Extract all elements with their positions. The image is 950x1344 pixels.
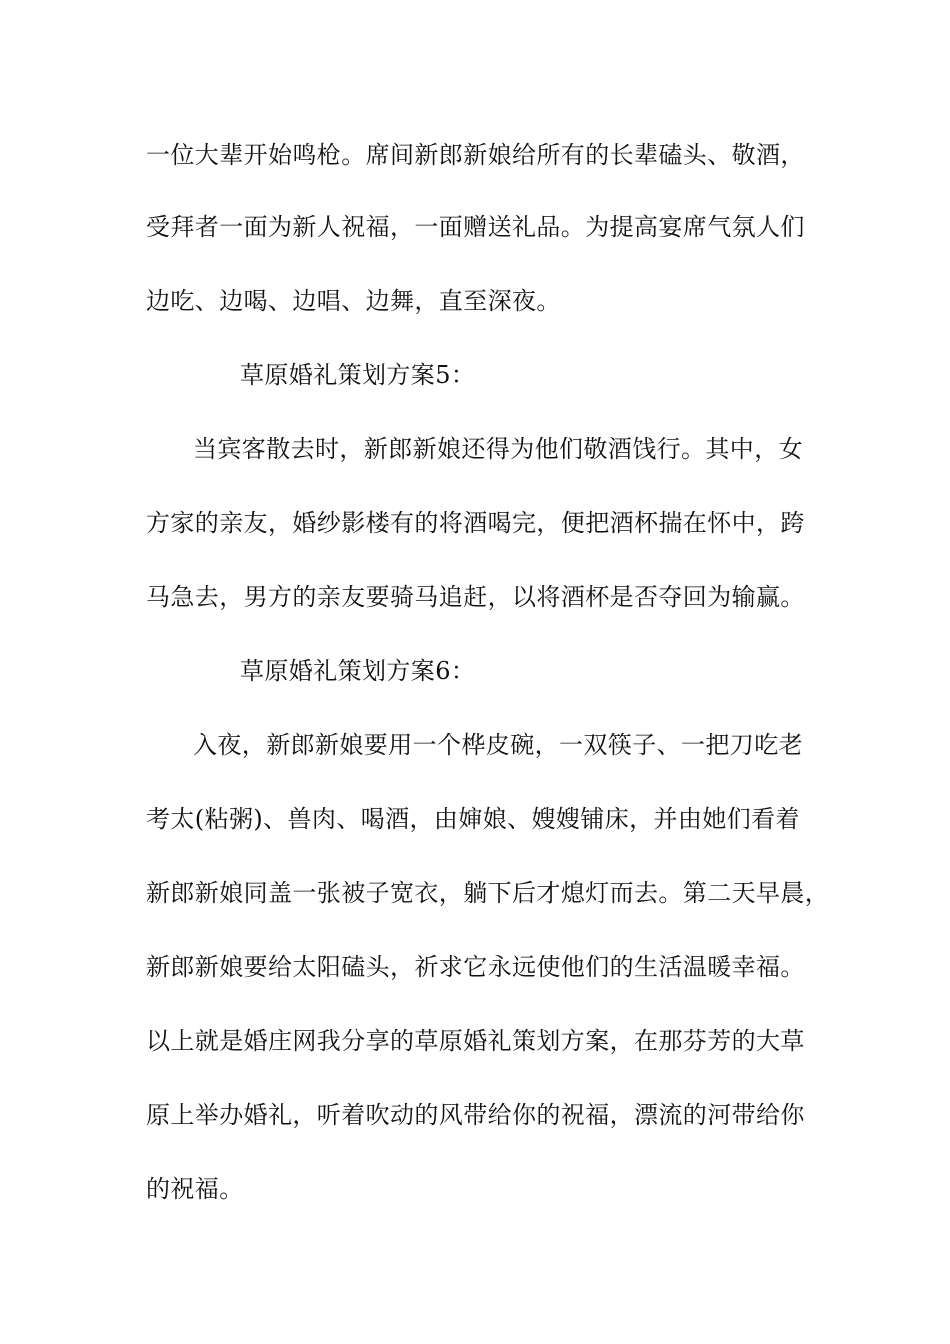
section-heading: 草原婚礼策划方案5： (240, 361, 476, 389)
paragraph-line: 原上举办婚礼，听着吹动的风带给你的祝福，漂流的河带给你 (146, 1101, 805, 1129)
paragraph-line: 边吃、边喝、边唱、边舞，直至深夜。 (146, 287, 561, 315)
section-heading: 草原婚礼策划方案6： (240, 657, 476, 685)
paragraph-line: 一位大辈开始鸣枪。席间新郎新娘给所有的长辈磕头、敬酒， (146, 141, 805, 169)
paragraph-line: 以上就是婚庄网我分享的草原婚礼策划方案，在那芬芳的大草 (146, 1027, 805, 1055)
paragraph-line: 的祝福。 (146, 1175, 244, 1203)
paragraph-line: 新郎新娘要给太阳磕头，祈求它永远使他们的生活温暖幸福。 (146, 953, 805, 981)
paragraph-line: 入夜，新郎新娘要用一个桦皮碗，一双筷子、一把刀吃老 (193, 731, 803, 759)
paragraph-line: 新郎新娘同盖一张被子宽衣，躺下后才熄灯而去。第二天早晨， (146, 879, 830, 907)
paragraph-line: 考太(粘粥)、兽肉、喝酒，由婶娘、嫂嫂铺床，并由她们看着 (146, 805, 800, 833)
paragraph-line: 方家的亲友，婚纱影楼有的将酒喝完，便把酒杯揣在怀中，跨 (146, 509, 805, 537)
paragraph-line: 马急去，男方的亲友要骑马追赶，以将酒杯是否夺回为输赢。 (146, 583, 805, 611)
paragraph-line: 受拜者一面为新人祝福，一面赠送礼品。为提高宴席气氛人们 (146, 213, 805, 241)
paragraph-line: 当宾客散去时，新郎新娘还得为他们敬酒饯行。其中，女 (193, 435, 803, 463)
